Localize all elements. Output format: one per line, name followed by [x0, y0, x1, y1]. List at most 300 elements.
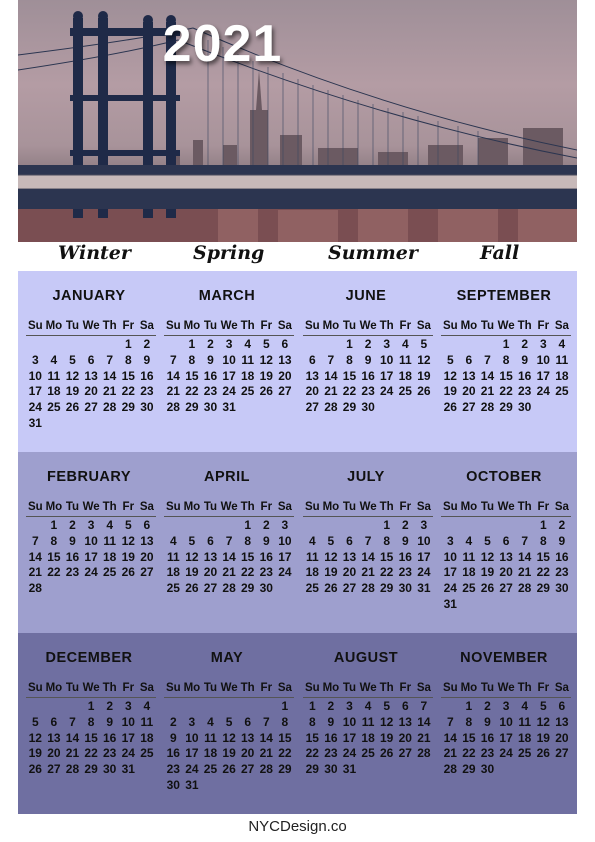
day-cell: 3 [346, 699, 353, 713]
weekday-label: Sa [416, 501, 431, 513]
day-cell: 25 [203, 762, 218, 777]
weekday-label: We [497, 501, 515, 513]
day-cell: 4 [558, 337, 566, 351]
weekday-label: Th [379, 682, 394, 694]
day-cell: 14 [518, 549, 532, 564]
day-cell: 24 [278, 565, 292, 580]
day-cell: 15 [499, 368, 513, 383]
day-cell: 13 [342, 549, 357, 564]
day-cell: 28 [324, 400, 338, 415]
weekday-label: We [82, 501, 100, 513]
day-cell: 1 [188, 337, 196, 351]
weekday-label: Tu [65, 682, 80, 694]
weekday-header [164, 501, 294, 517]
day-cell: 20 [203, 565, 218, 580]
weekday-label: Sa [554, 320, 569, 332]
day-cell: 16 [480, 730, 495, 745]
day-cell: 2 [401, 518, 409, 532]
day-cell: 25 [166, 581, 180, 596]
day-cell: 14 [166, 368, 180, 383]
day-cell: 23 [518, 384, 532, 399]
weekday-label: Fr [260, 320, 273, 332]
day-cell: 17 [278, 549, 292, 564]
weekday-label: Fr [537, 320, 550, 332]
weekday-label: Tu [342, 682, 357, 694]
day-cell: 9 [106, 714, 114, 729]
day-cell: 12 [443, 368, 457, 383]
day-cell: 26 [259, 384, 273, 399]
day-cell: 24 [417, 565, 431, 580]
day-cell: 5 [124, 518, 132, 532]
day-cell: 1 [50, 518, 58, 532]
day-cell: 1 [539, 518, 547, 532]
month-name: FEBRUARY [46, 469, 132, 485]
weekday-label: Th [102, 682, 117, 694]
weekday-label: Su [304, 320, 320, 332]
day-cell: 16 [361, 368, 375, 383]
day-cell: 4 [364, 699, 372, 713]
weekday-label: Sa [139, 320, 154, 332]
day-cell: 19 [28, 746, 42, 761]
day-cell: 6 [401, 699, 409, 713]
weekday-label: Th [240, 320, 255, 332]
weekday-label: Mo [45, 501, 63, 513]
weekday-header [26, 501, 156, 517]
day-cell: 8 [308, 714, 316, 729]
day-cell: 20 [555, 730, 569, 745]
month-name: MARCH [198, 288, 256, 304]
day-cell: 25 [398, 384, 412, 399]
day-cell: 27 [203, 581, 218, 596]
day-cell: 22 [342, 384, 357, 399]
day-cell: 15 [121, 368, 135, 383]
day-cell: 3 [87, 518, 95, 532]
day-cell: 23 [203, 384, 218, 399]
weekday-header [26, 682, 156, 698]
day-cell: 24 [84, 565, 98, 580]
weekday-label: We [359, 320, 377, 332]
day-cell: 4 [521, 699, 529, 713]
day-cell: 9 [521, 352, 529, 367]
weekday-label: Fr [122, 682, 135, 694]
day-cell: 27 [84, 400, 98, 415]
day-cell: 14 [259, 730, 273, 745]
weekday-label: Sa [554, 501, 569, 513]
day-cell: 28 [166, 400, 180, 415]
day-cell: 19 [417, 368, 431, 383]
day-cell: 26 [65, 400, 80, 415]
day-cell: 13 [278, 352, 292, 367]
day-cell: 7 [484, 352, 491, 367]
day-cell: 13 [462, 368, 476, 383]
day-cell: 21 [324, 384, 338, 399]
day-cell: 12 [480, 549, 495, 564]
day-cell: 17 [380, 368, 394, 383]
day-cell: 6 [502, 533, 510, 548]
day-cell: 25 [462, 581, 476, 596]
month-name: JUNE [345, 288, 387, 304]
day-cell: 23 [480, 746, 495, 761]
weekday-label: Th [240, 501, 255, 513]
season-winter: Winter [58, 242, 131, 264]
day-cell: 7 [262, 714, 270, 729]
day-cell: 23 [103, 746, 117, 761]
weekday-label: Tu [203, 682, 218, 694]
day-cell: 11 [462, 549, 476, 564]
day-cell: 28 [518, 581, 532, 596]
weekday-label: Th [102, 320, 117, 332]
day-cell: 2 [106, 699, 114, 713]
day-cell: 20 [462, 384, 476, 399]
weekday-label: Mo [45, 682, 63, 694]
day-cell: 27 [305, 400, 319, 415]
day-cell: 22 [121, 384, 135, 399]
day-cell: 13 [203, 549, 218, 564]
day-cell: 11 [241, 352, 255, 367]
month-name: NOVEMBER [460, 650, 548, 666]
day-cell: 22 [278, 746, 292, 761]
month-name: JULY [347, 469, 385, 485]
day-cell: 15 [278, 730, 292, 745]
day-cell: 22 [305, 746, 319, 761]
day-cell: 8 [244, 533, 252, 548]
day-cell: 6 [465, 352, 473, 367]
day-cell: 16 [166, 746, 180, 761]
month-july [299, 452, 433, 633]
day-cell: 29 [185, 400, 199, 415]
day-cell: 1 [308, 699, 316, 713]
day-cell: 16 [259, 549, 273, 564]
day-cell: 26 [480, 581, 495, 596]
day-cell: 26 [443, 400, 457, 415]
day-cell: 29 [241, 581, 255, 596]
weekday-header [303, 320, 433, 336]
weekday-header [164, 320, 294, 336]
day-cell: 19 [259, 368, 273, 383]
weekday-label: Fr [399, 501, 412, 513]
day-cell: 18 [305, 565, 319, 580]
day-cell: 5 [327, 533, 335, 548]
day-cell: 27 [140, 565, 154, 580]
day-cell: 2 [262, 518, 270, 532]
day-cell: 30 [166, 778, 180, 792]
day-cell: 20 [241, 746, 255, 761]
day-cell: 24 [342, 746, 357, 761]
day-cell: 25 [518, 746, 532, 761]
day-cell: 9 [484, 714, 491, 729]
day-cell: 18 [47, 384, 61, 399]
day-cell: 5 [539, 699, 547, 713]
day-cell: 28 [65, 762, 80, 777]
day-cell: 31 [121, 762, 135, 777]
day-cell: 20 [499, 565, 513, 580]
day-cell: 2 [143, 337, 151, 351]
day-cell: 9 [143, 352, 151, 367]
weekday-label: Th [240, 682, 255, 694]
day-cell: 5 [262, 337, 270, 351]
weekday-label: We [497, 682, 515, 694]
weekday-label: Sa [416, 320, 431, 332]
day-cell: 5 [31, 714, 39, 729]
day-cell: 6 [308, 352, 316, 367]
day-cell: 2 [327, 699, 335, 713]
day-cell: 4 [106, 518, 114, 532]
day-cell: 16 [65, 549, 80, 564]
day-cell: 25 [47, 400, 61, 415]
day-cell: 13 [140, 533, 154, 548]
month-name: AUGUST [333, 650, 399, 666]
day-cell: 30 [324, 762, 338, 777]
day-cell: 14 [65, 730, 80, 745]
day-cell: 14 [443, 730, 457, 745]
day-cell: 9 [327, 714, 335, 729]
day-cell: 18 [398, 368, 412, 383]
season-fall: Fall [480, 242, 520, 264]
calendar-row-1 [18, 271, 577, 452]
day-cell: 21 [28, 565, 42, 580]
day-cell: 25 [555, 384, 569, 399]
day-cell: 19 [380, 730, 394, 745]
month-april [160, 452, 294, 633]
day-cell: 13 [84, 368, 98, 383]
weekday-header [303, 501, 433, 517]
day-cell: 27 [499, 581, 513, 596]
day-cell: 10 [185, 730, 199, 745]
day-cell: 27 [398, 746, 412, 761]
day-cell: 20 [342, 565, 357, 580]
day-cell: 11 [398, 352, 412, 367]
weekday-label: Tu [203, 501, 218, 513]
day-cell: 7 [31, 533, 39, 548]
day-cell: 5 [383, 699, 391, 713]
month-december [22, 633, 156, 814]
day-cell: 9 [207, 352, 214, 367]
day-cell: 24 [185, 762, 199, 777]
day-cell: 5 [446, 352, 454, 367]
weekday-label: Sa [139, 682, 154, 694]
weekday-label: Sa [277, 682, 292, 694]
day-cell: 4 [401, 337, 409, 351]
weekday-label: We [497, 320, 515, 332]
day-cell: 15 [380, 549, 394, 564]
day-cell: 25 [361, 746, 375, 761]
day-cell: 28 [417, 746, 431, 761]
day-cell: 9 [558, 533, 566, 548]
day-cell: 16 [324, 730, 338, 745]
day-cell: 12 [536, 714, 550, 729]
day-cell: 22 [84, 746, 98, 761]
day-cell: 21 [361, 565, 375, 580]
day-cell: 2 [169, 714, 177, 729]
day-cell: 10 [417, 533, 431, 548]
day-cell: 8 [281, 714, 289, 729]
day-cell: 9 [69, 533, 76, 548]
day-cell: 2 [558, 518, 566, 532]
year-title: 2021 [162, 15, 283, 73]
footer-credit: NYCDesign.co [248, 818, 347, 835]
day-cell: 14 [324, 368, 338, 383]
day-cell: 22 [185, 384, 199, 399]
day-cell: 7 [521, 533, 529, 548]
day-cell: 26 [28, 762, 42, 777]
weekday-header [441, 320, 571, 336]
day-cell: 12 [380, 714, 394, 729]
day-cell: 14 [103, 368, 117, 383]
day-cell: 24 [536, 384, 550, 399]
day-cell: 31 [185, 778, 199, 792]
day-cell: 4 [308, 533, 316, 548]
day-cell: 22 [462, 746, 476, 761]
day-cell: 26 [380, 746, 394, 761]
day-cell: 23 [398, 565, 412, 580]
day-cell: 19 [536, 730, 550, 745]
day-cell: 16 [203, 368, 218, 383]
weekday-label: Mo [183, 501, 201, 513]
day-cell: 28 [480, 400, 495, 415]
day-cell: 4 [465, 533, 473, 548]
weekday-header [164, 682, 294, 698]
day-cell: 29 [499, 400, 513, 415]
day-cell: 24 [380, 384, 394, 399]
day-cell: 27 [555, 746, 569, 761]
weekday-label: Tu [480, 320, 495, 332]
weekday-label: Su [304, 682, 320, 694]
day-cell: 12 [185, 549, 199, 564]
day-cell: 14 [480, 368, 495, 383]
day-cell: 20 [305, 384, 319, 399]
month-september [437, 271, 571, 452]
day-cell: 24 [222, 384, 236, 399]
weekday-label: Fr [260, 682, 273, 694]
day-cell: 21 [166, 384, 180, 399]
day-cell: 10 [380, 352, 394, 367]
weekday-label: Th [517, 501, 532, 513]
day-cell: 24 [443, 581, 457, 596]
day-cell: 3 [502, 699, 510, 713]
day-cell: 24 [121, 746, 135, 761]
weekday-label: Su [442, 320, 458, 332]
day-cell: 3 [31, 352, 39, 367]
day-cell: 15 [342, 368, 357, 383]
day-cell: 16 [398, 549, 412, 564]
day-cell: 13 [47, 730, 61, 745]
day-cell: 17 [28, 384, 42, 399]
day-cell: 9 [364, 352, 372, 367]
day-cell: 1 [244, 518, 252, 532]
day-cell: 30 [480, 762, 495, 777]
weekday-label: Th [379, 320, 394, 332]
day-cell: 31 [443, 597, 457, 611]
day-cell: 23 [361, 384, 375, 399]
month-august [299, 633, 433, 814]
day-cell: 2 [364, 337, 372, 351]
weekday-label: Mo [460, 682, 478, 694]
day-cell: 25 [103, 565, 117, 580]
day-cell: 17 [417, 549, 431, 564]
day-cell: 28 [222, 581, 236, 596]
day-cell: 5 [420, 337, 428, 351]
day-cell: 17 [536, 368, 550, 383]
weekday-label: We [220, 501, 238, 513]
weekday-label: Th [517, 320, 532, 332]
weekday-header [303, 682, 433, 698]
weekday-label: Tu [342, 501, 357, 513]
day-cell: 10 [222, 352, 236, 367]
weekday-label: Su [165, 682, 181, 694]
month-november [437, 633, 571, 814]
day-cell: 12 [222, 730, 236, 745]
day-cell: 3 [539, 337, 547, 351]
day-cell: 5 [69, 352, 76, 367]
day-cell: 28 [103, 400, 117, 415]
day-cell: 17 [185, 746, 199, 761]
weekday-label: Mo [460, 320, 478, 332]
day-cell: 3 [188, 714, 196, 729]
weekday-label: Fr [122, 501, 135, 513]
weekday-label: We [82, 320, 100, 332]
day-cell: 16 [555, 549, 569, 564]
weekday-label: Th [379, 501, 394, 513]
day-cell: 31 [222, 400, 236, 415]
season-labels [18, 242, 577, 270]
day-cell: 31 [28, 416, 42, 430]
day-cell: 19 [222, 746, 236, 761]
day-cell: 8 [124, 352, 132, 367]
day-cell: 21 [480, 384, 495, 399]
weekday-label: Sa [554, 682, 569, 694]
day-cell: 12 [259, 352, 273, 367]
day-cell: 5 [188, 533, 196, 548]
weekday-label: Tu [342, 320, 357, 332]
weekday-label: Su [442, 501, 458, 513]
day-cell: 28 [443, 762, 457, 777]
weekday-label: Mo [460, 501, 478, 513]
day-cell: 21 [103, 384, 117, 399]
day-cell: 15 [462, 730, 476, 745]
day-cell: 5 [225, 714, 233, 729]
month-october [437, 452, 571, 633]
day-cell: 7 [169, 352, 177, 367]
day-cell: 7 [106, 352, 114, 367]
day-cell: 4 [207, 714, 214, 729]
day-cell: 2 [207, 337, 214, 351]
day-cell: 6 [281, 337, 289, 351]
day-cell: 3 [446, 533, 454, 548]
day-cell: 28 [28, 581, 42, 596]
weekday-header [26, 320, 156, 336]
day-cell: 8 [50, 533, 58, 548]
day-cell: 10 [443, 549, 457, 564]
day-cell: 3 [124, 699, 132, 713]
day-cell: 4 [169, 533, 177, 548]
day-cell: 24 [499, 746, 513, 761]
day-cell: 12 [65, 368, 80, 383]
day-cell: 16 [103, 730, 117, 745]
day-cell: 10 [28, 368, 42, 383]
day-cell: 17 [443, 565, 457, 580]
day-cell: 7 [364, 533, 372, 548]
day-cell: 10 [121, 714, 135, 729]
weekday-header [441, 682, 571, 698]
day-cell: 13 [398, 714, 412, 729]
weekday-label: Mo [322, 682, 340, 694]
day-cell: 17 [499, 730, 513, 745]
day-cell: 10 [342, 714, 357, 729]
weekday-label: Th [517, 682, 532, 694]
day-cell: 1 [383, 518, 391, 532]
day-cell: 30 [518, 400, 532, 415]
weekday-label: Sa [416, 682, 431, 694]
